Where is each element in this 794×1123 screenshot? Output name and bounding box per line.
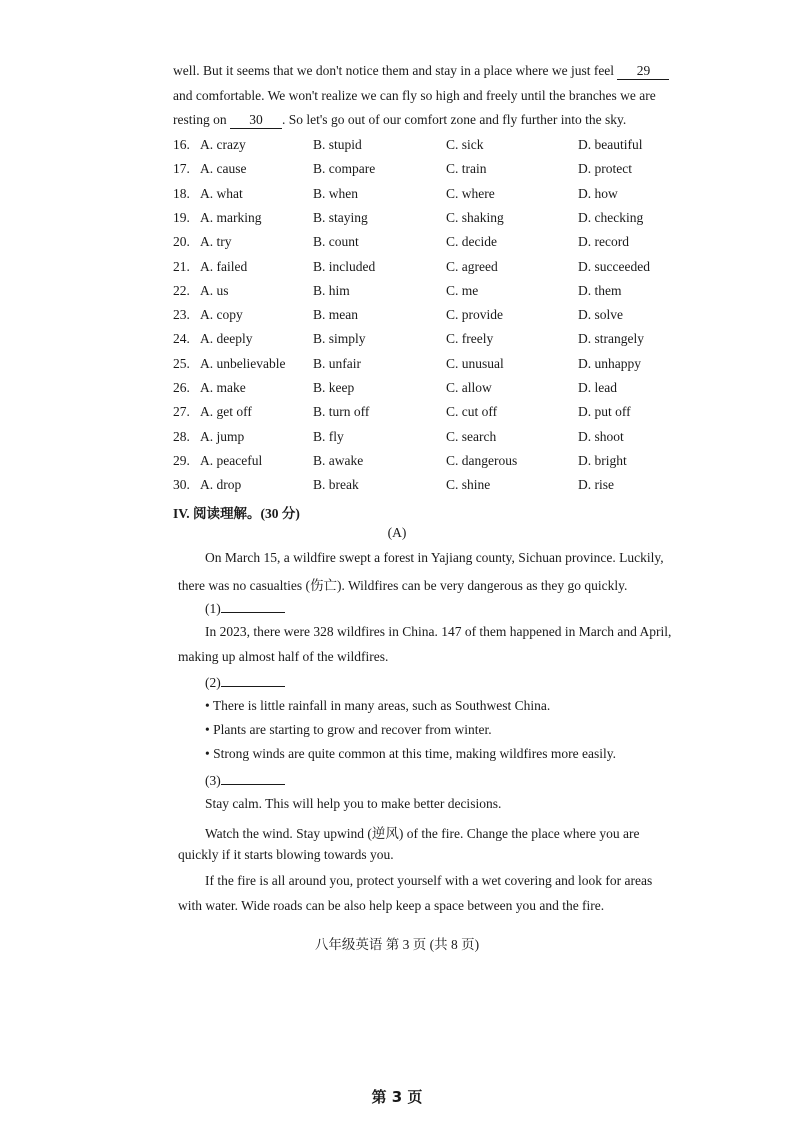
question-3	[205, 772, 285, 789]
option-b: B. simply	[313, 331, 366, 347]
option-d: D. solve	[578, 307, 623, 323]
para-2-line-1: In 2023, there were 328 wildfires in China. 147 of them happened in March and April,	[205, 624, 672, 639]
question-number: 20.	[173, 234, 190, 250]
option-d: D. them	[578, 282, 622, 298]
question-number: 27.	[173, 404, 190, 420]
option-a: A. get off	[200, 404, 252, 420]
option-d: D. shoot	[578, 428, 624, 444]
option-c: C. search	[446, 428, 497, 444]
option-b: B. staying	[313, 209, 368, 225]
option-d: D. bright	[578, 452, 627, 468]
option-b: B. him	[313, 282, 350, 298]
option-c: C. me	[446, 282, 479, 298]
exam-footer: 八年级英语 第 3 页 (共 8 页)	[314, 937, 480, 952]
option-d: D. unhappy	[578, 355, 641, 371]
question-number: 18.	[173, 185, 190, 201]
option-c: C. shaking	[446, 209, 504, 225]
option-a: A. marking	[200, 209, 262, 225]
option-a: A. jump	[200, 428, 245, 444]
option-d: D. put off	[578, 404, 631, 420]
para-4-line-2: quickly if it starts blowing towards you.	[178, 847, 394, 862]
question-number: 17.	[173, 161, 190, 177]
option-row	[173, 210, 733, 232]
question-number: (1)	[205, 601, 221, 616]
option-a: A. us	[200, 282, 229, 298]
option-c: C. unusual	[446, 355, 504, 371]
option-c: C. train	[446, 161, 487, 177]
question-number: 28.	[173, 428, 190, 444]
question-number: 30.	[173, 477, 190, 493]
option-c: C. where	[446, 185, 495, 201]
option-row	[173, 186, 733, 208]
answer-blank-1[interactable]	[221, 600, 285, 613]
option-a: A. what	[200, 185, 243, 201]
question-1	[205, 600, 285, 617]
option-d: D. rise	[578, 477, 614, 493]
question-number: (2)	[205, 675, 221, 690]
question-number: 23.	[173, 307, 190, 323]
option-c: C. agreed	[446, 258, 498, 274]
option-c: C. dangerous	[446, 452, 518, 468]
passage-text: well. But it seems that we don't notice them and stay in a place where we just feel	[173, 63, 615, 78]
para-2-line-2: making up almost half of the wildfires.	[178, 649, 389, 664]
passage-text: resting on	[173, 112, 227, 127]
option-b: B. fly	[313, 428, 344, 444]
option-c: C. decide	[446, 234, 497, 250]
option-a: A. drop	[200, 477, 242, 493]
option-c: C. allow	[446, 380, 492, 395]
option-a: A. copy	[200, 307, 243, 323]
option-row	[173, 161, 733, 183]
question-number: 25.	[173, 355, 190, 371]
question-number: 19.	[173, 209, 190, 225]
para-5-line-1: If the fire is all around you, protect yourself with a wet covering and look for areas	[205, 873, 653, 888]
para-1-line-1: On March 15, a wildfire swept a forest in Yajiang county, Sichuan province. Luckily,	[205, 550, 664, 565]
section-heading: IV. 阅读理解。(30 分)	[173, 506, 300, 521]
option-b: B. keep	[313, 380, 355, 395]
question-number: (3)	[205, 773, 221, 788]
answer-blank-3[interactable]	[221, 772, 285, 785]
para-1-line-2: there was no casualties (伤亡). Wildfires can be very dangerous as they go quickly.	[178, 578, 628, 593]
bullet-1: • There is little rainfall in many areas, such as Southwest China.	[205, 698, 551, 713]
blank-30: 30	[230, 112, 282, 129]
option-d: D. strangely	[578, 331, 644, 347]
passage-text: . So let's go out of our comfort zone and fly further into the sky.	[282, 112, 627, 127]
option-a: A. unbelievable	[200, 355, 286, 371]
para-3: Stay calm. This will help you to make better decisions.	[205, 796, 502, 811]
option-c: C. freely	[446, 331, 494, 347]
para-4-line-1: Watch the wind. Stay upwind (逆风) of the fire. Change the place where you are	[205, 826, 640, 841]
option-a: A. peaceful	[200, 452, 263, 468]
option-c: C. provide	[446, 307, 503, 323]
option-b: B. count	[313, 234, 359, 250]
option-row	[173, 429, 733, 451]
option-b: B. stupid	[313, 137, 362, 152]
option-b: B. mean	[313, 307, 358, 323]
option-c: C. sick	[446, 137, 484, 152]
bullet-3: • Strong winds are quite common at this time, making wildfires more easily.	[205, 746, 617, 761]
option-d: D. protect	[578, 161, 632, 177]
question-number: 26.	[173, 380, 190, 395]
option-row	[173, 356, 733, 378]
option-d: D. record	[578, 234, 629, 250]
page-number: 第 3 页	[371, 1088, 423, 1106]
option-c: C. shine	[446, 477, 491, 493]
option-d: D. how	[578, 185, 618, 201]
option-b: B. turn off	[313, 404, 370, 420]
option-b: B. compare	[313, 161, 376, 177]
option-a: A. failed	[200, 258, 248, 274]
option-a: A. try	[200, 234, 232, 250]
para-5-line-2: with water. Wide roads can be also help keep a space between you and the fire.	[178, 898, 605, 913]
passage-line-2: and comfortable. We won't realize we can fly so high and freely until the branches we are	[173, 88, 656, 103]
question-number: 29.	[173, 452, 190, 468]
option-row	[173, 234, 733, 256]
option-b: B. break	[313, 477, 359, 493]
option-a: A. cause	[200, 161, 247, 177]
option-row	[173, 380, 733, 402]
question-number: 16.	[173, 137, 190, 152]
option-b: B. when	[313, 185, 358, 201]
option-row	[173, 453, 733, 475]
option-d: D. succeeded	[578, 258, 650, 274]
passage-line-1	[173, 63, 669, 80]
option-d: D. lead	[578, 380, 617, 395]
option-row	[173, 404, 733, 426]
question-number: 24.	[173, 331, 190, 347]
question-2	[205, 674, 285, 691]
option-row	[173, 477, 733, 499]
part-label: (A)	[387, 525, 407, 540]
option-b: B. awake	[313, 452, 364, 468]
option-row	[173, 331, 733, 353]
passage-line-3	[173, 112, 626, 129]
option-a: A. make	[200, 380, 246, 395]
option-d: D. checking	[578, 209, 644, 225]
blank-29: 29	[617, 63, 669, 80]
answer-blank-2[interactable]	[221, 674, 285, 687]
option-row	[173, 283, 733, 305]
option-row	[173, 259, 733, 281]
option-b: B. unfair	[313, 355, 361, 371]
question-number: 22.	[173, 282, 190, 298]
option-row	[173, 307, 733, 329]
question-number: 21.	[173, 258, 190, 274]
option-c: C. cut off	[446, 404, 498, 420]
option-b: B. included	[313, 258, 376, 274]
option-d: D. beautiful	[578, 137, 643, 152]
option-row	[173, 137, 733, 159]
option-a: A. deeply	[200, 331, 253, 347]
bullet-2: • Plants are starting to grow and recover from winter.	[205, 722, 492, 737]
option-a: A. crazy	[200, 137, 246, 152]
